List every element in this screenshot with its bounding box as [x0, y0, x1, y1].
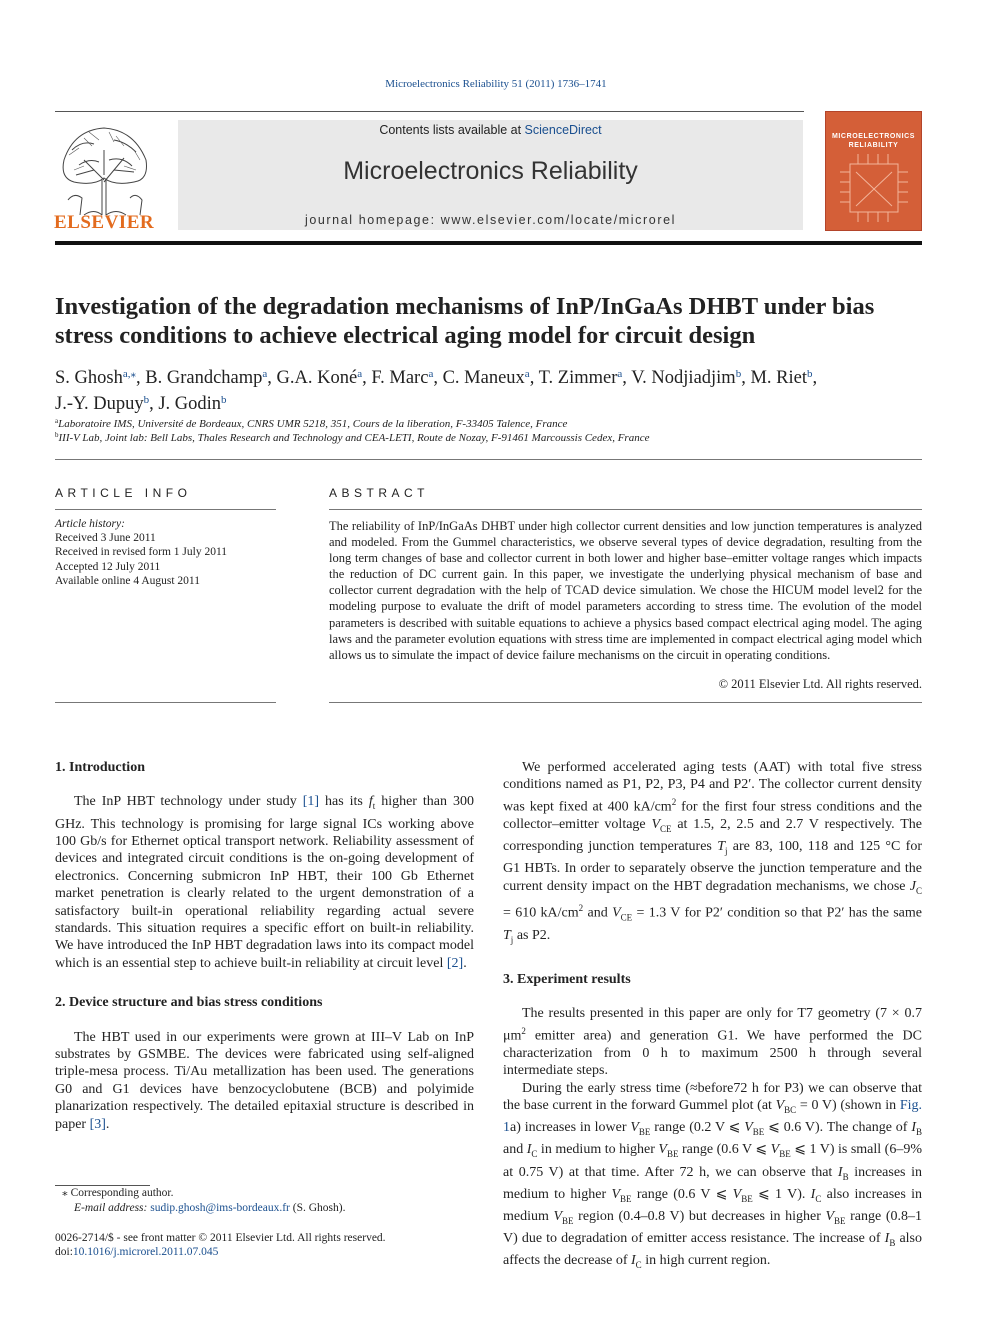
journal-title: Microelectronics Reliability	[343, 157, 638, 185]
intro-paragraph: The InP HBT technology under study [1] has its $f_t$ higher than 300 GHz. This technology is promising for large signal ICs working above 100 Gb/s for Ethernet optical transport network. Reliability assessment of devices and integrated circuit conditions is the on-going development of electronics. Concerning submicron InP HBT, their 100 Gb Ethernet market penetration is clearly related to the urgent demonstration of a satisfactory built-in operational reliability regarding actual severe standards. This situation requires a specific effort on built-in reliability. We have introduced the InP HBT degradation laws into its compact model which is an essential step to achieve built-in reliability at circuit level [2].	[55, 794, 474, 971]
journal-cover-thumbnail	[825, 111, 922, 231]
abstract-bottom-rule	[329, 702, 922, 703]
author-affiliation-mark[interactable]: b	[735, 368, 742, 380]
author-separator: ,	[622, 368, 632, 388]
history-accepted: Accepted 12 July 2011	[55, 560, 161, 573]
elsevier-logo-text: ELSEVIER	[54, 212, 155, 233]
author-name: C. Maneux	[442, 368, 525, 388]
doi-link[interactable]: 10.1016/j.microrel.2011.07.045	[72, 1246, 219, 1258]
history-online: Available online 4 August 2011	[55, 574, 201, 587]
history-label: Article history:	[55, 518, 125, 530]
ref-3-link[interactable]: [3]	[89, 1116, 106, 1132]
author-name: G.A. Koné	[276, 368, 358, 388]
author-affiliation-mark[interactable]: b	[143, 394, 150, 406]
author-affiliation-mark[interactable]: a	[428, 368, 434, 380]
doi-line: doi:10.1016/j.microrel.2011.07.045	[55, 1246, 219, 1258]
sciencedirect-link[interactable]: ScienceDirect	[524, 123, 602, 137]
author-name: F. Marc	[371, 368, 429, 388]
contents-line: Contents lists available at ScienceDirect	[379, 123, 602, 137]
right-column	[503, 759, 922, 1275]
abstract-text: The reliability of InP/InGaAs DHBT under high collector current densities and low junction temperatures is analyzed and modeled. From the Gummel characteristics, we observe several types of device degradation, resulting from the long term changes of base and collector current in both lower and higher base–emitter voltage ranges which impacts the reduction of DC current gain. In this paper, we investigate the underlying physical mechanism of base and collector current degradation with the help of TCAD device simulation. We chose the HICUM model level2 for the modeling purpose to evaluate the drift of model parameters according to stress time. The evolution of the model parameters is described with suitable equations to achieve a physics based compact electrical aging model. The aging laws and the parameter evolution equations with stress time are implemented in compact electrical aging model which allows us to simulate the impact of device failure mechanisms on the circuit in operating conditions.	[329, 519, 922, 662]
author-name: M. Riet	[750, 368, 807, 388]
author-separator: ,	[812, 368, 818, 388]
article-info-bottom-rule	[55, 702, 276, 703]
section-rule	[55, 459, 922, 460]
cover-chip-graphic-icon	[832, 152, 917, 227]
author-separator: ,	[741, 368, 751, 388]
corresponding-author-note: ⁎ Corresponding author.	[62, 1187, 174, 1199]
author-name: B. Grandchamp	[145, 368, 263, 388]
author-affiliation-mark[interactable]: b	[806, 368, 813, 380]
journal-banner	[178, 120, 803, 230]
author-separator: ,	[149, 394, 159, 414]
author-affiliation-mark[interactable]: a	[357, 368, 363, 380]
section-3-heading: 3. Experiment results	[503, 971, 631, 987]
author-affiliation-mark[interactable]: a,⁎	[122, 368, 136, 380]
author-affiliation-mark[interactable]: a	[524, 368, 530, 380]
author-affiliation-mark[interactable]: a	[617, 368, 623, 380]
author-name: J.-Y. Dupuy	[55, 394, 144, 414]
journal-reference[interactable]: Microelectronics Reliability 51 (2011) 1736–1741	[385, 78, 607, 90]
article-info-heading: ARTICLE INFO	[55, 486, 192, 500]
aat-paragraph: We performed accelerated aging tests (AAT) with total five stress conditions named as P1, P2, P3, P4 and P2′. The collector current density was kept fixed at 400 $kA/cm^2$ for the first four stress conditions and the collector–emitter voltage $V_{CE}$ at 1.5, 2, 2.5 and 2.7 V respectively. The corresponding junction temperatures $T_j$ are 83, 100, 118 and 125 °C for G1 HBTs. In order to separately observe the junction temperature and the current density impact on the HBT degradation mechanisms, we chose $J_C = 610$ $kA/cm^2$ and $V_{CE} = 1.3$ V for P2′ condition so that P2′ has the same $T_j$ as P2.	[503, 760, 923, 945]
abstract-heading: ABSTRACT	[329, 486, 430, 500]
ref-1-link[interactable]: [1]	[302, 794, 320, 810]
author-list	[55, 363, 922, 415]
journal-homepage[interactable]: journal homepage: www.elsevier.com/locate/microrel	[304, 213, 677, 227]
email-link[interactable]: sudip.ghosh@ims-bordeaux.fr	[150, 1202, 290, 1214]
article-history	[55, 517, 276, 588]
author-name: J. Godin	[158, 394, 222, 414]
header-thick-rule	[55, 241, 922, 245]
author-separator: ,	[267, 368, 277, 388]
article-title: Investigation of the degradation mechanisms of InP/InGaAs DHBT under bias stress conditions to achieve electrical aging model for circuit design	[55, 293, 875, 349]
abstract-copyright: © 2011 Elsevier Ltd. All rights reserved.	[718, 677, 922, 691]
results-paragraph-1: The results presented in this paper are only for T7 geometry (7 × 0.7 $\mu m^2$ emitter area) and generation G1. We have performed the DC characterization from 0 h to maximum 2500 h through several intermediate steps.	[503, 1006, 922, 1079]
header-rule	[55, 111, 804, 112]
cover-title: MICROELECTRONICS RELIABILITY	[831, 133, 916, 149]
article-info-rule	[55, 509, 276, 510]
author-affiliation-mark[interactable]: a	[262, 368, 268, 380]
left-column	[55, 759, 474, 1133]
section-1-heading: 1. Introduction	[55, 760, 145, 775]
author-separator: ,	[529, 368, 539, 388]
fig-1-link[interactable]: Fig. 1	[503, 1098, 922, 1136]
section-2-heading: 2. Device structure and bias stress conditions	[55, 995, 323, 1011]
issn-line: 0026-2714/$ - see front matter © 2011 Elsevier Ltd. All rights reserved.	[55, 1232, 386, 1244]
device-paragraph: The HBT used in our experiments were grown at III–V Lab on InP substrates by GSMBE. The devices were fabricated using self-aligned triple-mesa process. Ti/Au metallization has been used. The generations G0 and G1 devices have benzocyclobutene (BCB) and polyimide planarization respectively. The detailed epitaxial structure is described in paper [3].	[55, 1029, 474, 1132]
history-received: Received 3 June 2011	[55, 532, 156, 545]
author-name: T. Zimmer	[538, 368, 618, 388]
author-name: V. Nodjiadjim	[631, 368, 736, 388]
affiliation-a: $^a$Laboratoire IMS, Université de Bordeaux, CNRS UMR 5218, 351, Cours de la liberation, F-33405 Talence, France	[55, 417, 568, 430]
results-paragraph-2: During the early stress time (≈before72 h for P3) we can observe that the base current in the forward Gummel plot (at $V_{BC} = 0$ V) (shown in Fig. 1a) increases in lower $V_{BE}$ range (0.2 V ⩽ $V_{BE}$ ⩽ 0.6 V). The change of $I_B$ and $I_C$ in medium to higher $V_{BE}$ range (0.6 V ⩽ $V_{BE}$ ⩽ 1 V) is small (6–9% at 0.75 V) at that time. After 72 h, we can observe that $I_B$ increases in medium to higher $V_{BE}$ range (0.6 V ⩽ $V_{BE}$ ⩽ 1 V). $I_C$ also increases in medium $V_{BE}$ region (0.4–0.8 V) but decreases in higher $V_{BE}$ range (0.8–1 V) due to degradation of emitter access resistance. The increase of $I_B$ also affects the decrease of $I_C$ in high current region.	[503, 1080, 923, 1271]
author-separator: ,	[433, 368, 443, 388]
affiliation-b: $^b$III-V Lab, Joint lab: Bell Labs, Thales Research and Technology and CEA-LETI, Route de Nozay, F-91461 Marcoussis Cedex, France	[55, 431, 650, 444]
ref-2-link[interactable]: [2]	[446, 955, 464, 971]
abstract-rule	[329, 509, 922, 510]
author-separator: ,	[136, 368, 146, 388]
author-name: S. Ghosh	[55, 368, 123, 388]
author-affiliation-mark[interactable]: b	[221, 394, 227, 406]
email-note: E-mail address: sudip.ghosh@ims-bordeaux.fr (S. Ghosh).	[74, 1202, 346, 1214]
history-revised: Received in revised form 1 July 2011	[55, 546, 228, 559]
author-separator: ,	[362, 368, 372, 388]
